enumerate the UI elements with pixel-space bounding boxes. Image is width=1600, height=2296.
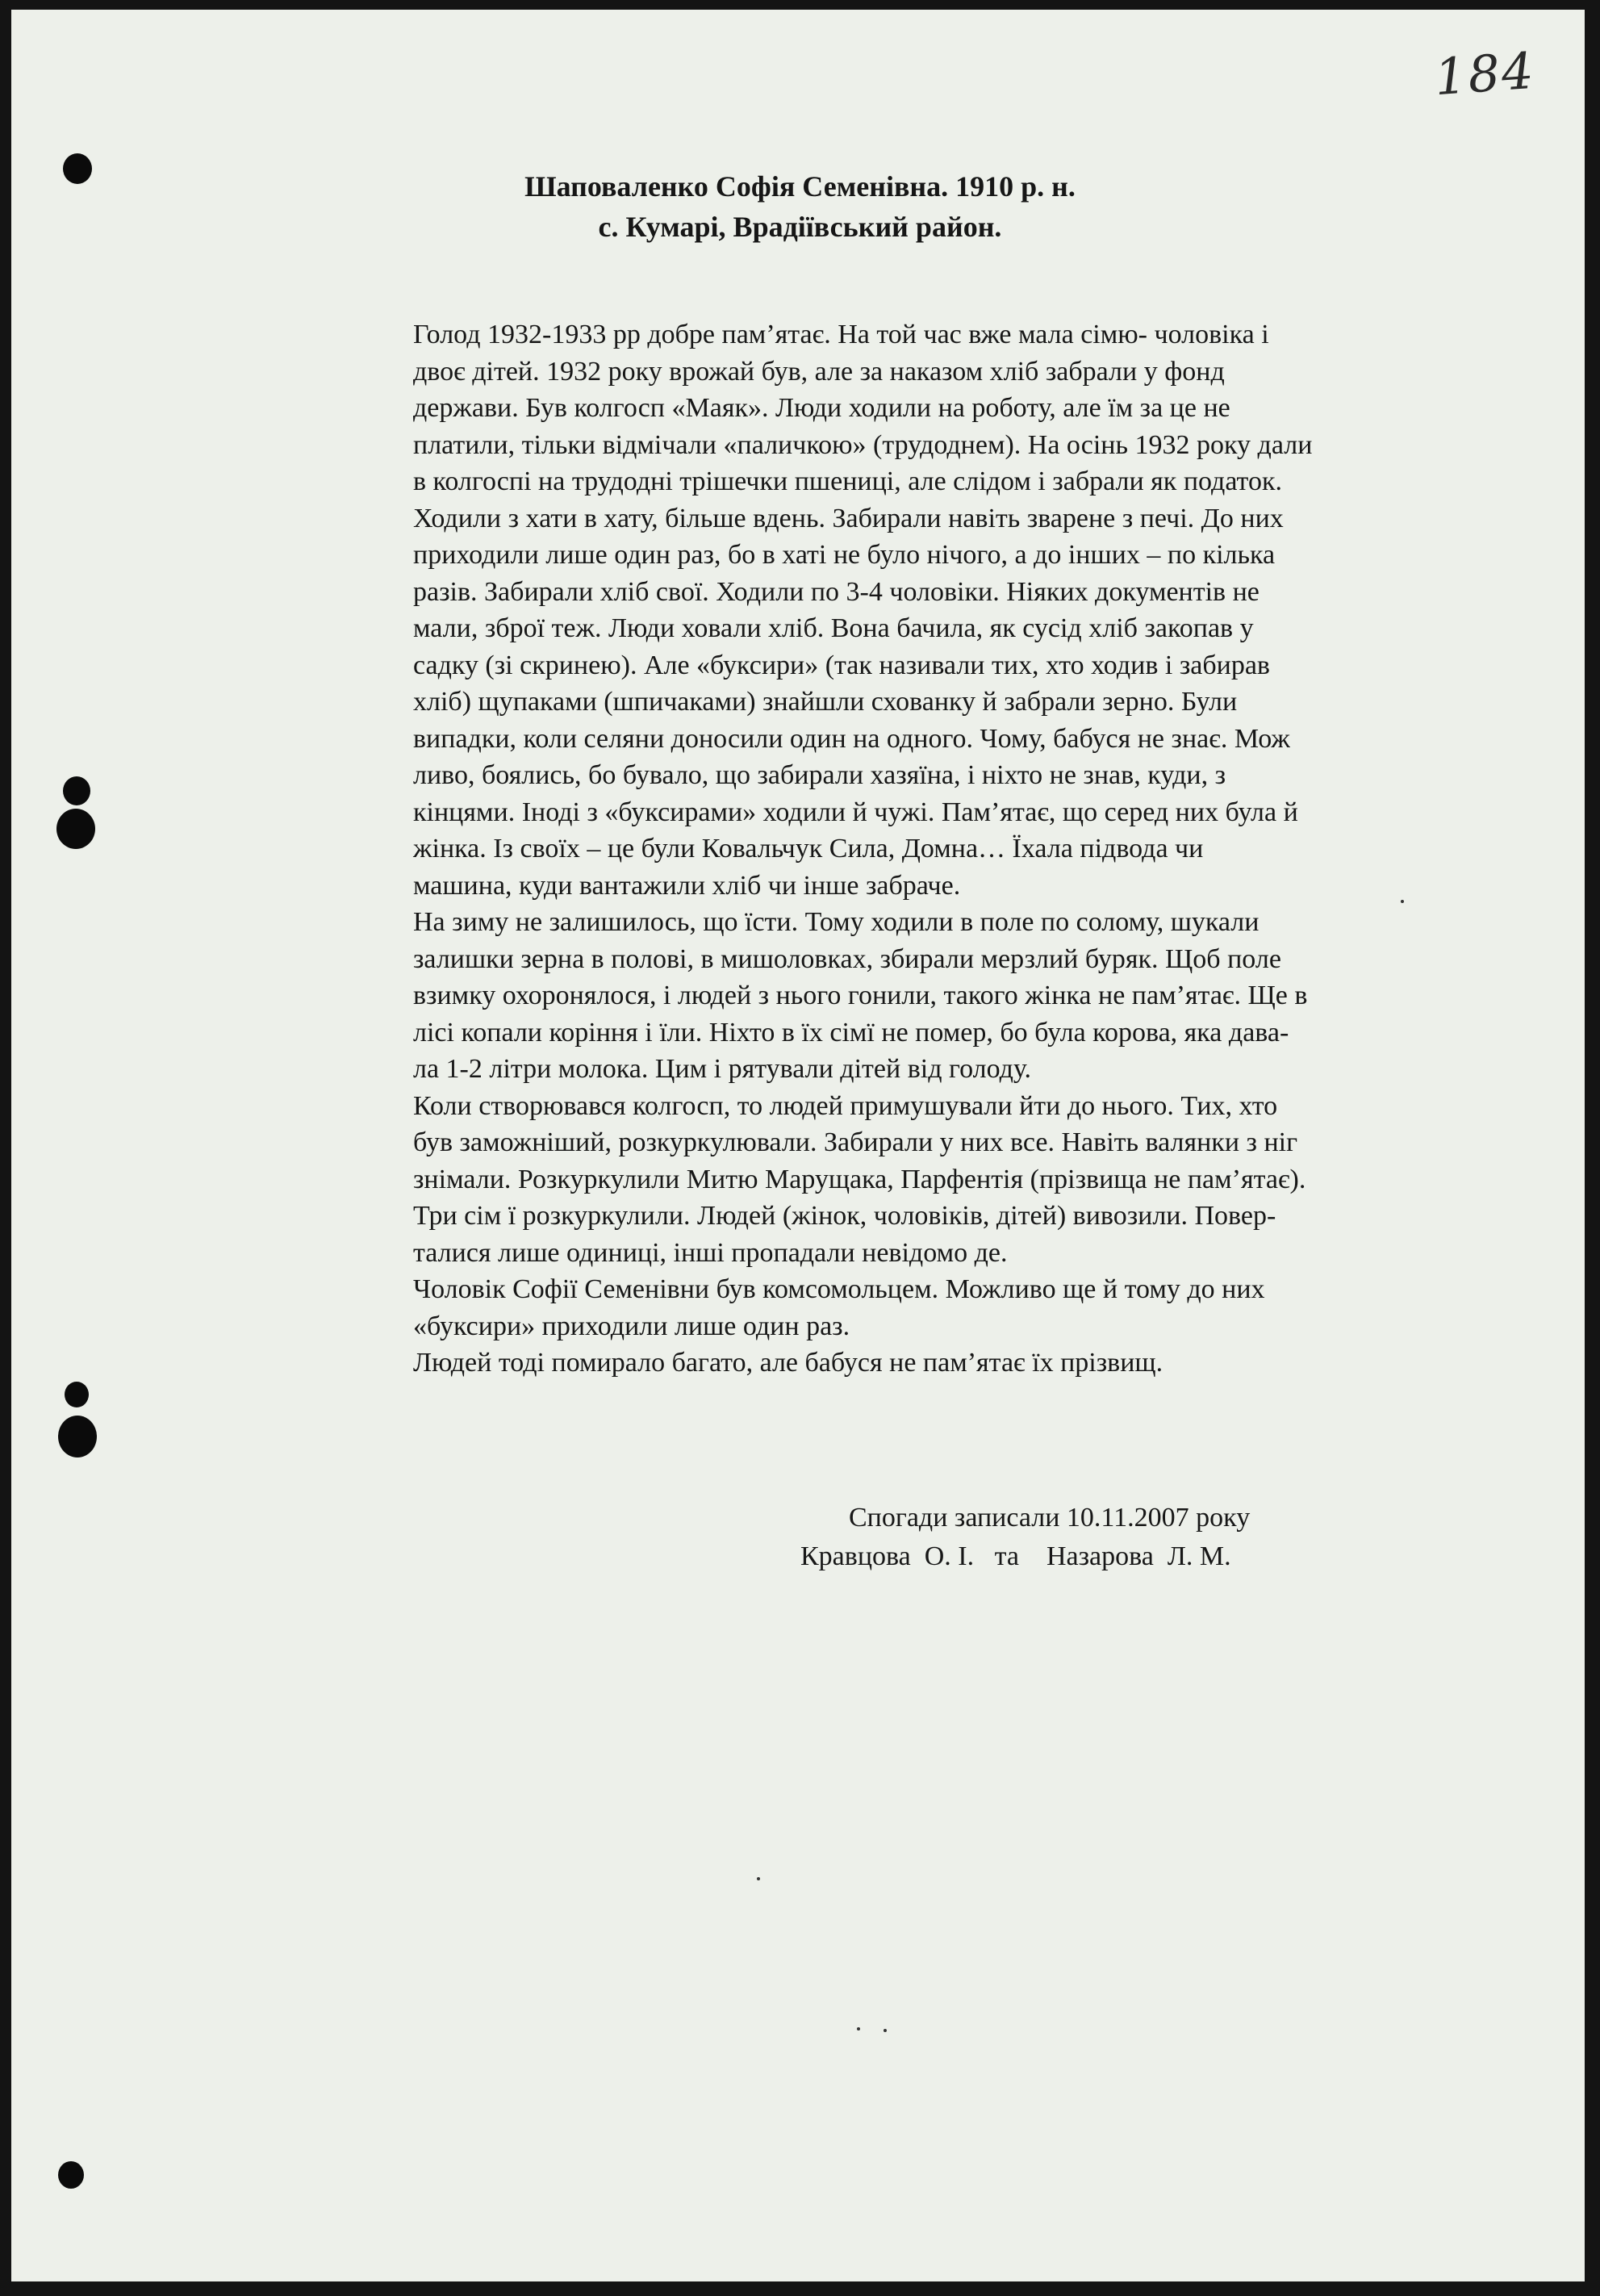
text-line: талися лише одиниці, інші пропадали невідомо де. [413,1237,1008,1268]
punch-hole [58,1416,97,1457]
text-line: був заможніший, розкуркулювали. Забирали у них все. Навіть валянки з ніг [413,1127,1298,1157]
text-line: садку (зі скринею). Але «буксири» (так називали тих, хто ходив і забирав [413,650,1270,680]
text-line: держави. Був колгосп «Маяк». Люди ходили на роботу, але їм за це не [413,393,1230,423]
text-line: Ходили з хати в хату, більше вдень. Забирали навіть зварене з печі. До них [413,503,1284,533]
document-subtitle: с. Кумарі, Врадіївський район. [598,211,1002,243]
text-line: Три сім ї розкуркулили. Людей (жінок, чоловіків, дітей) вивозили. Повер- [413,1201,1276,1231]
punch-hole [65,1382,89,1407]
text-line: приходили лише один раз, бо в хаті не було нічого, а до інших – по кілька [413,540,1276,570]
text-line: ла 1-2 літри молока. Цим і рятували дітей від голоду. [413,1054,1032,1084]
text-line: Чоловік Софії Семенівни був комсомольцем. Можливо ще й тому до них [413,1274,1265,1304]
punch-hole [63,776,90,805]
punch-hole [58,2161,84,2189]
text-line: разів. Забирали хліб свої. Ходили по 3-4 чоловіки. Ніяких документів не [413,576,1260,607]
text-line: «буксири» приходили лише один раз. [413,1311,850,1341]
recorded-by-date: Спогади записали 10.11.2007 року [849,1503,1251,1533]
text-line: ливо, боялись, бо бувало, що забирали хазяїна, і ніхто не знав, куди, з [413,760,1226,790]
text-line: Голод 1932-1933 рр добре пам’ятає. На той час вже мала сімю- чоловіка і [413,320,1269,349]
text-line: платили, тільки відмічали «паличкою» (трудоднем). На осінь 1932 року дали [413,429,1313,460]
text-line: жінка. Із своїх – це були Ковальчук Сила, Домна… Їхала підвода чи [413,834,1204,864]
text-line: Людей тоді помирало багато, але бабуся не пам’ятає їх прізвищ. [413,1348,1163,1378]
text-line: взимку охоронялося, і людей з нього гонили, такого жінка не пам’ятає. Ще в [413,981,1308,1010]
speck [884,2029,887,2032]
text-line: хліб) щупаками (шпичаками) знайшли схованку й забрали зерно. Були [413,687,1238,717]
text-line: залишки зерна в полові, в мишоловках, збирали мерзлий буряк. Щоб поле [413,943,1281,974]
text-line: Коли створювався колгосп, то людей примушували йти до нього. Тих, хто [413,1090,1278,1121]
speck [757,1877,760,1880]
text-line: мали, зброї теж. Люди ховали хліб. Вона бачила, як сусід хліб закопав у [413,613,1254,643]
text-line: знімали. Розкуркулили Митю Марущака, Парфентія (прізвища не пам’ятає). [413,1164,1306,1194]
recorders-names: Кравцова О. І. та Назарова Л. М. [800,1541,1231,1571]
archive-page-number: 184 [1432,40,1537,107]
text-line: машина, куди вантажили хліб чи інше забраче. [413,870,961,901]
testimony-text [413,316,1470,1382]
text-line: випадки, коли селяни доносили один на одного. Чому, бабуся не знає. Мож [413,723,1290,754]
document-title: Шаповаленко Софія Семенівна. 1910 р. н. [524,170,1076,203]
text-line: двоє дітей. 1932 року врожай був, але за наказом хліб забрали у фонд [413,356,1225,387]
text-line: кінцями. Іноді з «буксирами» ходили й чужі. Пам’ятає, що серед них була й [413,797,1298,827]
speck [857,2027,860,2030]
punch-hole [56,809,95,849]
text-line: На зиму не залишилось, що їсти. Тому ходили в поле по солому, шукали [413,907,1260,937]
text-line: лісі копали коріння і їли. Ніхто в їх сімї не помер, бо була корова, яка дава- [413,1017,1289,1048]
text-line: в колгоспі на трудодні трішечки пшениці, але слідом і забрали як податок. [413,466,1282,496]
